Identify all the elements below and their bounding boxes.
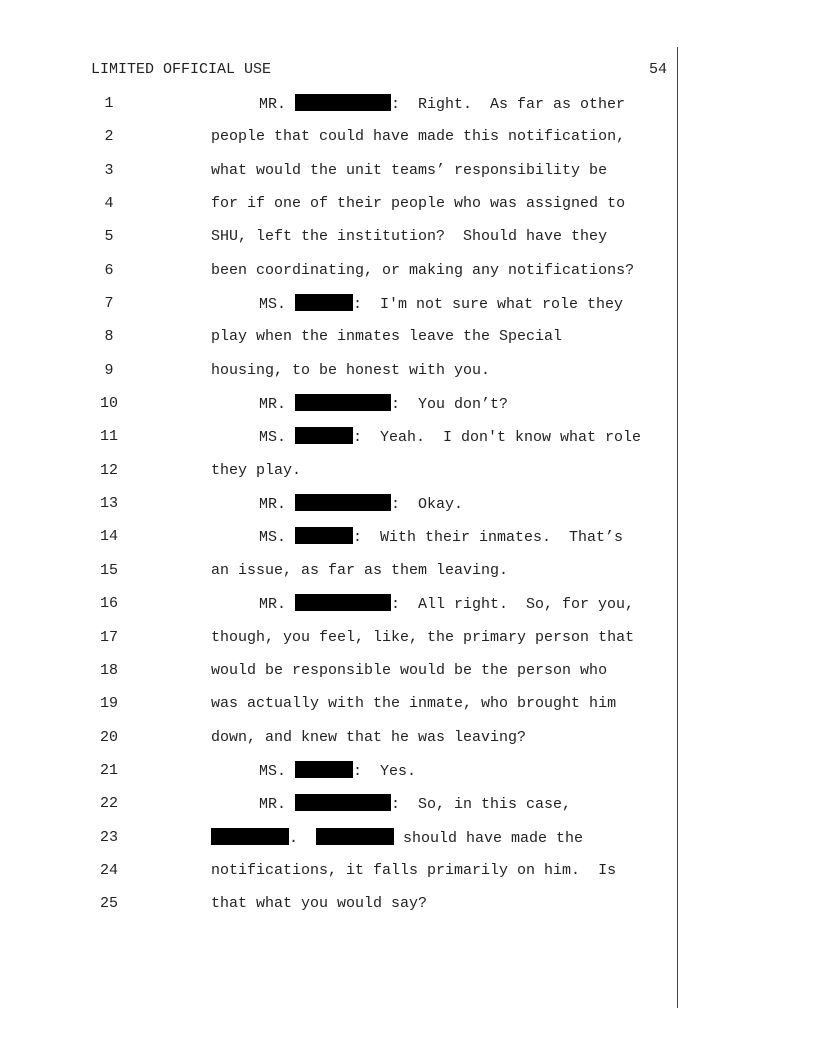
line-number: 9	[104, 361, 114, 379]
line-number: 14	[99, 528, 118, 546]
text-segment: : So, in this case,	[391, 796, 572, 814]
line-number: 12	[99, 461, 118, 479]
text-segment: MR.	[259, 496, 296, 514]
text-segment: : All right. So, for you,	[391, 596, 635, 614]
redaction-box	[295, 294, 353, 311]
line-number: 24	[99, 861, 118, 879]
redaction-box	[295, 761, 353, 778]
text-segment: MS.	[259, 429, 296, 447]
transcript-line	[0, 94, 816, 127]
transcript-line	[0, 427, 816, 460]
line-text	[211, 861, 616, 881]
transcript-line	[0, 461, 816, 494]
transcript-line	[0, 261, 816, 294]
transcript-line	[0, 294, 816, 327]
transcript-line	[0, 361, 816, 394]
text-segment: SHU, left the institution? Should have they	[211, 228, 608, 246]
line-number: 8	[104, 328, 114, 346]
line-text	[211, 127, 625, 147]
transcript-line	[0, 127, 816, 160]
line-text	[259, 94, 625, 115]
text-segment: they play.	[211, 461, 302, 479]
transcript-line	[0, 494, 816, 527]
line-number: 19	[99, 695, 118, 713]
text-segment: : Yeah. I don't know what role	[353, 429, 642, 447]
transcript-line	[0, 628, 816, 661]
text-segment: .	[289, 829, 317, 847]
line-text	[259, 594, 634, 615]
redaction-box	[316, 828, 394, 845]
line-number: 15	[99, 561, 118, 579]
header-classification: LIMITED OFFICIAL USE	[91, 61, 272, 78]
transcript-line	[0, 761, 816, 794]
line-text	[211, 327, 562, 347]
text-segment: : I'm not sure what role they	[353, 296, 624, 314]
text-segment: MR.	[259, 796, 296, 814]
text-segment: MS.	[259, 762, 296, 780]
page-number: 54	[648, 61, 667, 78]
redaction-box	[211, 828, 289, 845]
transcript-line	[0, 394, 816, 427]
line-text	[211, 661, 607, 681]
line-text	[259, 294, 623, 315]
redaction-box	[295, 394, 391, 411]
transcript-line	[0, 527, 816, 560]
line-text	[211, 728, 526, 748]
transcript-line	[0, 894, 816, 927]
transcript-line	[0, 594, 816, 627]
text-segment: : You don’t?	[391, 396, 509, 414]
line-number: 11	[99, 428, 118, 446]
text-segment: that what you would say?	[211, 895, 428, 913]
redaction-box	[295, 427, 353, 444]
transcript-line	[0, 694, 816, 727]
text-segment: : Okay.	[391, 496, 464, 514]
line-text	[211, 261, 634, 281]
text-segment: down, and knew that he was leaving?	[211, 728, 527, 746]
transcript-line	[0, 661, 816, 694]
line-number: 7	[104, 295, 114, 313]
line-number: 13	[99, 495, 118, 513]
line-text	[259, 761, 416, 782]
transcript-line	[0, 828, 816, 861]
transcript-line	[0, 861, 816, 894]
text-segment: : Yes.	[353, 762, 417, 780]
line-number: 23	[99, 828, 118, 846]
text-segment: been coordinating, or making any notifications?	[211, 261, 635, 279]
text-segment: what would the unit teams’ responsibility be	[211, 161, 608, 179]
line-number: 6	[104, 261, 114, 279]
line-text	[211, 194, 625, 214]
redaction-box	[295, 494, 391, 511]
text-segment: for if one of their people who was assigned to	[211, 195, 626, 213]
transcript-line	[0, 161, 816, 194]
text-segment: an issue, as far as them leaving.	[211, 561, 509, 579]
text-segment: housing, to be honest with you.	[211, 361, 491, 379]
line-number: 20	[99, 728, 118, 746]
line-text	[211, 628, 634, 648]
transcript-line	[0, 327, 816, 360]
line-text	[211, 828, 583, 849]
redaction-box	[295, 527, 353, 544]
text-segment: : Right. As far as other	[391, 96, 626, 113]
text-segment: MR.	[259, 596, 296, 614]
text-segment: : With their inmates. That’s	[353, 529, 624, 547]
redaction-box	[295, 794, 391, 811]
text-segment: though, you feel, like, the primary person that	[211, 628, 635, 646]
transcript-line	[0, 561, 816, 594]
transcript-line	[0, 194, 816, 227]
transcript-body	[0, 94, 816, 928]
line-text	[211, 461, 301, 481]
text-segment: people that could have made this notification,	[211, 128, 626, 146]
text-segment: MS.	[259, 296, 296, 314]
line-number: 22	[99, 795, 118, 813]
text-segment: MR.	[259, 396, 296, 414]
text-segment: MR.	[259, 96, 296, 113]
line-number: 3	[104, 161, 114, 179]
line-number: 10	[99, 395, 118, 413]
line-number: 4	[104, 195, 114, 213]
line-text	[259, 794, 571, 815]
transcript-line	[0, 794, 816, 827]
line-text	[259, 494, 463, 515]
transcript-line	[0, 728, 816, 761]
text-segment: should have made the	[394, 829, 584, 847]
line-text	[211, 161, 607, 181]
line-text	[259, 394, 508, 415]
text-segment: play when the inmates leave the Special	[211, 328, 563, 346]
line-number: 16	[99, 595, 118, 613]
text-segment: notifications, it falls primarily on him. Is	[211, 861, 617, 879]
line-text	[211, 361, 490, 381]
text-segment: was actually with the inmate, who brought him	[211, 695, 617, 713]
line-number: 25	[99, 895, 118, 913]
line-number: 18	[99, 661, 118, 679]
line-number: 1	[104, 95, 114, 112]
line-number: 2	[104, 128, 114, 146]
line-text	[211, 561, 508, 581]
line-number: 21	[99, 761, 118, 779]
line-text	[211, 227, 607, 247]
line-number: 17	[99, 628, 118, 646]
text-segment: MS.	[259, 529, 296, 547]
line-number: 5	[104, 228, 114, 246]
line-text	[259, 527, 623, 548]
text-segment: would be responsible would be the person who	[211, 661, 608, 679]
line-text	[259, 427, 641, 448]
redaction-box	[295, 94, 391, 111]
line-text	[211, 894, 427, 914]
redaction-box	[295, 594, 391, 611]
line-text	[211, 694, 616, 714]
transcript-line	[0, 227, 816, 260]
